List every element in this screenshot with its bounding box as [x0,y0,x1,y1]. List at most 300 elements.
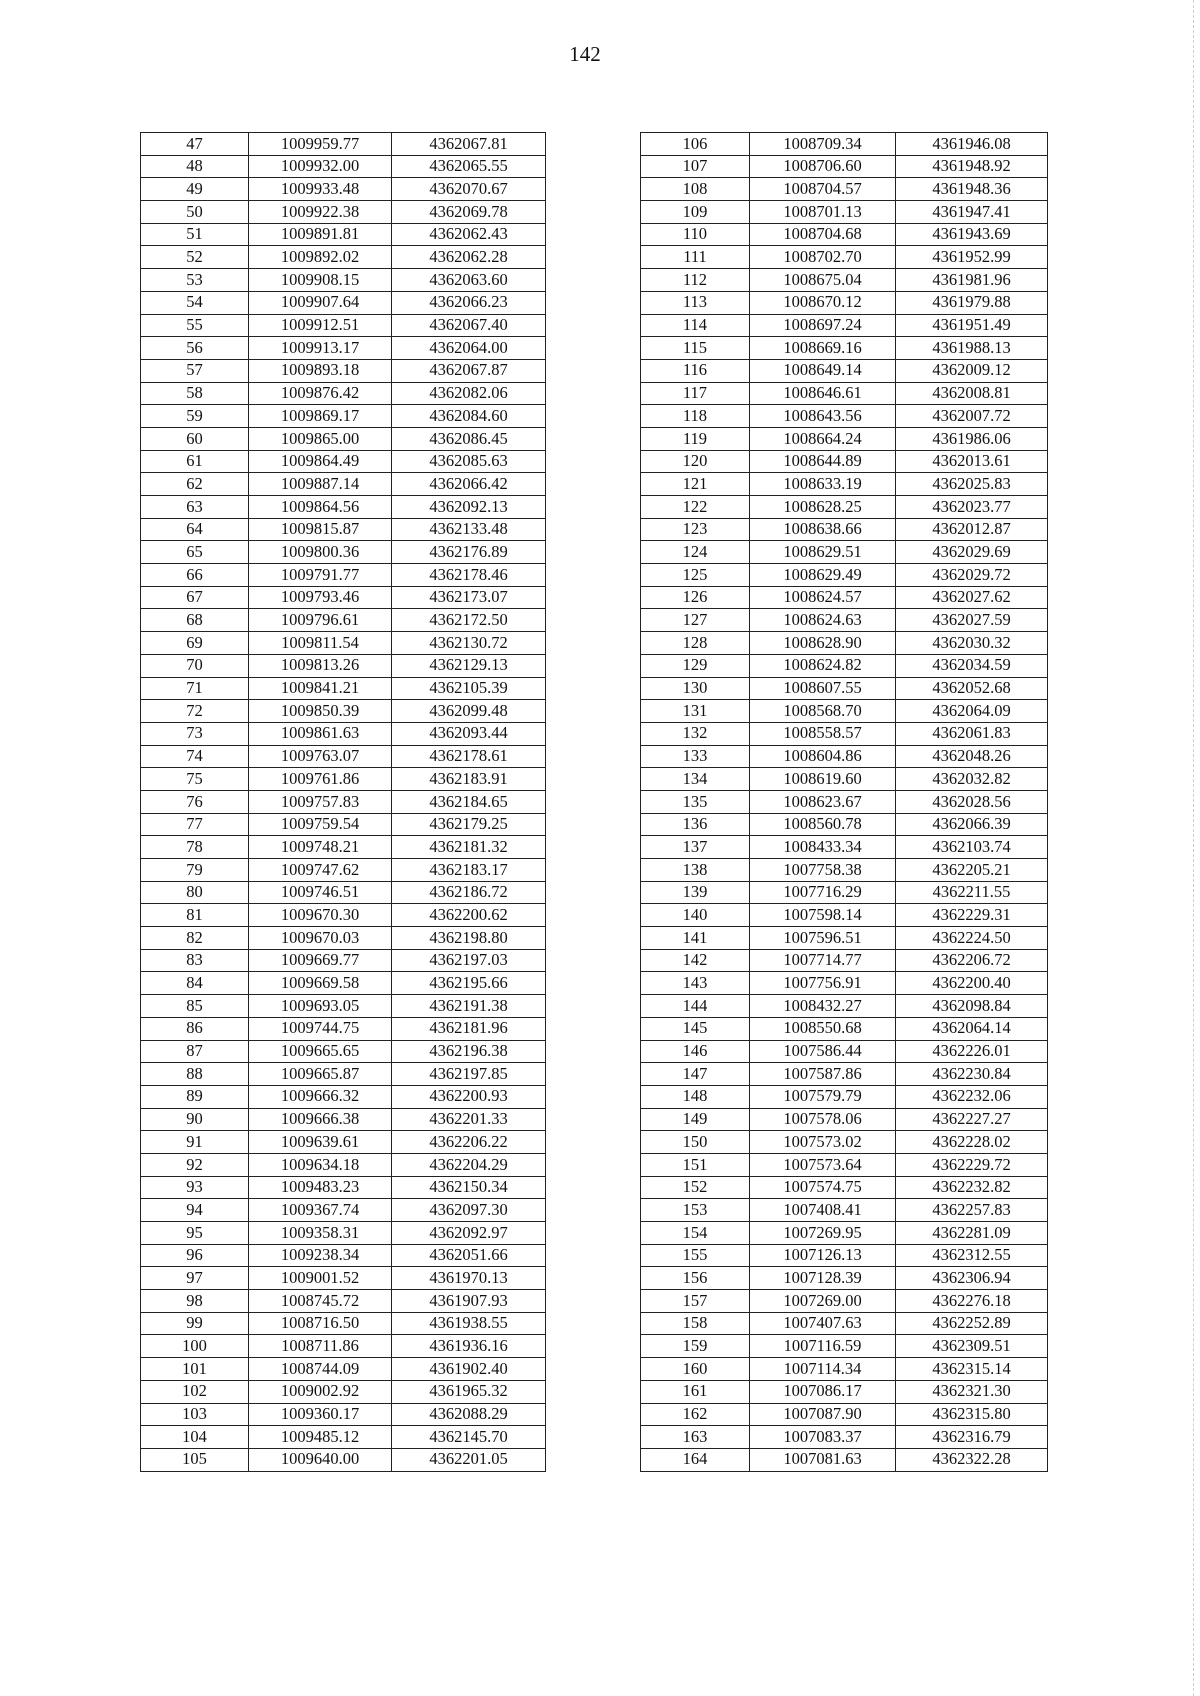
y-coordinate-cell: 4362232.82 [896,1176,1048,1199]
x-coordinate-cell: 1007407.63 [750,1312,896,1335]
point-number-cell: 47 [141,133,249,156]
y-coordinate-cell: 4362082.06 [392,382,546,405]
point-number-cell: 91 [141,1131,249,1154]
y-coordinate-cell: 4362008.81 [896,382,1048,405]
x-coordinate-cell: 1008624.63 [750,609,896,632]
x-coordinate-cell: 1009358.31 [249,1222,392,1245]
point-number-cell: 163 [641,1426,750,1449]
y-coordinate-cell: 4362048.26 [896,745,1048,768]
y-coordinate-cell: 4362029.72 [896,564,1048,587]
table-row [141,745,546,768]
point-number-cell: 139 [641,881,750,904]
table-row [141,291,546,314]
x-coordinate-cell: 1009693.05 [249,995,392,1018]
x-coordinate-cell: 1008568.70 [750,700,896,723]
y-coordinate-cell: 4361988.13 [896,337,1048,360]
y-coordinate-cell: 4361936.16 [392,1335,546,1358]
table-row [141,1403,546,1426]
x-coordinate-cell: 1009887.14 [249,473,392,496]
table-row [141,564,546,587]
point-number-cell: 124 [641,541,750,564]
point-number-cell: 55 [141,314,249,337]
point-number-cell: 159 [641,1335,750,1358]
x-coordinate-cell: 1009813.26 [249,654,392,677]
y-coordinate-cell: 4362178.46 [392,564,546,587]
point-number-cell: 145 [641,1017,750,1040]
y-coordinate-cell: 4362064.14 [896,1017,1048,1040]
point-number-cell: 103 [141,1403,249,1426]
x-coordinate-cell: 1009640.00 [249,1448,392,1471]
x-coordinate-cell: 1007596.51 [750,927,896,950]
x-coordinate-cell: 1007756.91 [750,972,896,995]
table-row [141,1176,546,1199]
point-number-cell: 75 [141,768,249,791]
table-row [641,314,1048,337]
x-coordinate-cell: 1009800.36 [249,541,392,564]
point-number-cell: 143 [641,972,750,995]
x-coordinate-cell: 1009238.34 [249,1244,392,1267]
x-coordinate-cell: 1007573.02 [750,1131,896,1154]
point-number-cell: 51 [141,223,249,246]
x-coordinate-cell: 1009893.18 [249,359,392,382]
point-number-cell: 155 [641,1244,750,1267]
y-coordinate-cell: 4361948.36 [896,178,1048,201]
table-row [141,518,546,541]
x-coordinate-cell: 1007081.63 [750,1448,896,1471]
y-coordinate-cell: 4362252.89 [896,1312,1048,1335]
table-body [641,133,1048,1472]
table-row [141,609,546,632]
table-row [641,427,1048,450]
y-coordinate-cell: 4362066.39 [896,813,1048,836]
y-coordinate-cell: 4362065.55 [392,155,546,178]
point-number-cell: 157 [641,1290,750,1313]
table-row [641,518,1048,541]
x-coordinate-cell: 1007587.86 [750,1063,896,1086]
table-row [641,836,1048,859]
table-row [141,314,546,337]
table-row [141,1335,546,1358]
x-coordinate-cell: 1008628.25 [750,496,896,519]
table-row [641,1426,1048,1449]
point-number-cell: 115 [641,337,750,360]
point-number-cell: 95 [141,1222,249,1245]
point-number-cell: 114 [641,314,750,337]
table-row [141,836,546,859]
table-row [641,450,1048,473]
x-coordinate-cell: 1007579.79 [750,1085,896,1108]
table-row [141,790,546,813]
y-coordinate-cell: 4362067.87 [392,359,546,382]
x-coordinate-cell: 1009669.58 [249,972,392,995]
point-number-cell: 69 [141,632,249,655]
point-number-cell: 148 [641,1085,750,1108]
y-coordinate-cell: 4362061.83 [896,722,1048,745]
x-coordinate-cell: 1009757.83 [249,790,392,813]
x-coordinate-cell: 1007574.75 [750,1176,896,1199]
y-coordinate-cell: 4362179.25 [392,813,546,836]
point-number-cell: 72 [141,700,249,723]
x-coordinate-cell: 1009908.15 [249,269,392,292]
x-coordinate-cell: 1008697.24 [750,314,896,337]
x-coordinate-cell: 1009850.39 [249,700,392,723]
point-number-cell: 53 [141,269,249,292]
table-row [641,155,1048,178]
y-coordinate-cell: 4362009.12 [896,359,1048,382]
y-coordinate-cell: 4361981.96 [896,269,1048,292]
table-row [641,496,1048,519]
table-row [641,223,1048,246]
point-number-cell: 50 [141,201,249,224]
point-number-cell: 54 [141,291,249,314]
y-coordinate-cell: 4362007.72 [896,405,1048,428]
x-coordinate-cell: 1007758.38 [750,859,896,882]
point-number-cell: 164 [641,1448,750,1471]
y-coordinate-cell: 4362276.18 [896,1290,1048,1313]
table-row [641,1176,1048,1199]
x-coordinate-cell: 1009670.30 [249,904,392,927]
table-row [141,155,546,178]
point-number-cell: 83 [141,949,249,972]
table-row [641,1335,1048,1358]
table-row [641,1040,1048,1063]
y-coordinate-cell: 4362195.66 [392,972,546,995]
point-number-cell: 106 [641,133,750,156]
point-number-cell: 74 [141,745,249,768]
table-row [641,700,1048,723]
table-row [141,1290,546,1313]
point-number-cell: 138 [641,859,750,882]
coordinates-table-right [640,132,1048,1472]
y-coordinate-cell: 4362069.78 [392,201,546,224]
x-coordinate-cell: 1007586.44 [750,1040,896,1063]
point-number-cell: 77 [141,813,249,836]
y-coordinate-cell: 4362028.56 [896,790,1048,813]
point-number-cell: 121 [641,473,750,496]
x-coordinate-cell: 1009864.56 [249,496,392,519]
y-coordinate-cell: 4362196.38 [392,1040,546,1063]
table-row [641,178,1048,201]
x-coordinate-cell: 1009666.32 [249,1085,392,1108]
x-coordinate-cell: 1008649.14 [750,359,896,382]
table-row [641,269,1048,292]
x-coordinate-cell: 1008664.24 [750,427,896,450]
y-coordinate-cell: 4361943.69 [896,223,1048,246]
y-coordinate-cell: 4362224.50 [896,927,1048,950]
point-number-cell: 52 [141,246,249,269]
table-body [141,133,546,1472]
x-coordinate-cell: 1008560.78 [750,813,896,836]
table-row [641,337,1048,360]
x-coordinate-cell: 1008716.50 [249,1312,392,1335]
y-coordinate-cell: 4362067.40 [392,314,546,337]
y-coordinate-cell: 4362178.61 [392,745,546,768]
point-number-cell: 65 [141,541,249,564]
point-number-cell: 49 [141,178,249,201]
point-number-cell: 98 [141,1290,249,1313]
x-coordinate-cell: 1009001.52 [249,1267,392,1290]
point-number-cell: 87 [141,1040,249,1063]
x-coordinate-cell: 1009922.38 [249,201,392,224]
point-number-cell: 126 [641,586,750,609]
y-coordinate-cell: 4362105.39 [392,677,546,700]
table-row [141,1108,546,1131]
point-number-cell: 81 [141,904,249,927]
y-coordinate-cell: 4362032.82 [896,768,1048,791]
table-row [641,473,1048,496]
y-coordinate-cell: 4362052.68 [896,677,1048,700]
table-row [641,133,1048,156]
y-coordinate-cell: 4362070.67 [392,178,546,201]
x-coordinate-cell: 1009869.17 [249,405,392,428]
table-row [641,405,1048,428]
y-coordinate-cell: 4362200.93 [392,1085,546,1108]
y-coordinate-cell: 4362227.27 [896,1108,1048,1131]
table-row [641,1017,1048,1040]
table-row [641,790,1048,813]
x-coordinate-cell: 1007114.34 [750,1358,896,1381]
y-coordinate-cell: 4362211.55 [896,881,1048,904]
y-coordinate-cell: 4362092.13 [392,496,546,519]
x-coordinate-cell: 1008629.49 [750,564,896,587]
y-coordinate-cell: 4362103.74 [896,836,1048,859]
x-coordinate-cell: 1008744.09 [249,1358,392,1381]
table-row [141,1040,546,1063]
point-number-cell: 64 [141,518,249,541]
table-row [141,904,546,927]
x-coordinate-cell: 1009483.23 [249,1176,392,1199]
coordinates-table-left [140,132,546,1472]
table-row [141,178,546,201]
x-coordinate-cell: 1008709.34 [750,133,896,156]
y-coordinate-cell: 4362201.05 [392,1448,546,1471]
x-coordinate-cell: 1007269.00 [750,1290,896,1313]
y-coordinate-cell: 4362062.28 [392,246,546,269]
x-coordinate-cell: 1008607.55 [750,677,896,700]
y-coordinate-cell: 4361946.08 [896,133,1048,156]
y-coordinate-cell: 4361948.92 [896,155,1048,178]
x-coordinate-cell: 1009933.48 [249,178,392,201]
y-coordinate-cell: 4362063.60 [392,269,546,292]
x-coordinate-cell: 1007126.13 [750,1244,896,1267]
y-coordinate-cell: 4362129.13 [392,654,546,677]
y-coordinate-cell: 4362027.59 [896,609,1048,632]
y-coordinate-cell: 4362133.48 [392,518,546,541]
table-row [141,1085,546,1108]
table-row [641,1222,1048,1245]
y-coordinate-cell: 4362198.80 [392,927,546,950]
x-coordinate-cell: 1008550.68 [750,1017,896,1040]
y-coordinate-cell: 4362312.55 [896,1244,1048,1267]
point-number-cell: 76 [141,790,249,813]
point-number-cell: 92 [141,1153,249,1176]
table-row [141,949,546,972]
table-row [141,927,546,950]
x-coordinate-cell: 1008604.86 [750,745,896,768]
y-coordinate-cell: 4362034.59 [896,654,1048,677]
x-coordinate-cell: 1008646.61 [750,382,896,405]
point-number-cell: 104 [141,1426,249,1449]
x-coordinate-cell: 1008628.90 [750,632,896,655]
table-row [141,1267,546,1290]
y-coordinate-cell: 4362085.63 [392,450,546,473]
y-coordinate-cell: 4361938.55 [392,1312,546,1335]
y-coordinate-cell: 4362183.17 [392,859,546,882]
point-number-cell: 146 [641,1040,750,1063]
table-row [141,1312,546,1335]
y-coordinate-cell: 4362257.83 [896,1199,1048,1222]
y-coordinate-cell: 4362092.97 [392,1222,546,1245]
table-row [141,133,546,156]
y-coordinate-cell: 4362172.50 [392,609,546,632]
x-coordinate-cell: 1009865.00 [249,427,392,450]
x-coordinate-cell: 1009876.42 [249,382,392,405]
table-row [141,995,546,1018]
y-coordinate-cell: 4362197.85 [392,1063,546,1086]
x-coordinate-cell: 1007269.95 [750,1222,896,1245]
x-coordinate-cell: 1008706.60 [750,155,896,178]
table-row [641,927,1048,950]
point-number-cell: 61 [141,450,249,473]
x-coordinate-cell: 1008638.66 [750,518,896,541]
table-row [141,768,546,791]
point-number-cell: 122 [641,496,750,519]
point-number-cell: 59 [141,405,249,428]
point-number-cell: 102 [141,1380,249,1403]
table-row [641,586,1048,609]
y-coordinate-cell: 4362281.09 [896,1222,1048,1245]
y-coordinate-cell: 4362176.89 [392,541,546,564]
point-number-cell: 152 [641,1176,750,1199]
point-number-cell: 137 [641,836,750,859]
point-number-cell: 96 [141,1244,249,1267]
point-number-cell: 135 [641,790,750,813]
x-coordinate-cell: 1007086.17 [750,1380,896,1403]
y-coordinate-cell: 4362205.21 [896,859,1048,882]
x-coordinate-cell: 1009763.07 [249,745,392,768]
table-row [141,1153,546,1176]
y-coordinate-cell: 4361952.99 [896,246,1048,269]
y-coordinate-cell: 4362025.83 [896,473,1048,496]
table-row [141,654,546,677]
y-coordinate-cell: 4362093.44 [392,722,546,745]
table-row [141,1063,546,1086]
table-row [141,859,546,882]
table-row [641,949,1048,972]
table-row [641,632,1048,655]
point-number-cell: 82 [141,927,249,950]
point-number-cell: 127 [641,609,750,632]
y-coordinate-cell: 4362086.45 [392,427,546,450]
table-row [641,382,1048,405]
table-row [141,541,546,564]
table-row [141,1380,546,1403]
table-row [141,972,546,995]
y-coordinate-cell: 4362027.62 [896,586,1048,609]
point-number-cell: 154 [641,1222,750,1245]
y-coordinate-cell: 4362150.34 [392,1176,546,1199]
y-coordinate-cell: 4362130.72 [392,632,546,655]
table-row [141,1199,546,1222]
point-number-cell: 107 [641,155,750,178]
y-coordinate-cell: 4362309.51 [896,1335,1048,1358]
point-number-cell: 142 [641,949,750,972]
table-row [641,564,1048,587]
x-coordinate-cell: 1009666.38 [249,1108,392,1131]
table-row [141,632,546,655]
table-row [641,904,1048,927]
point-number-cell: 141 [641,927,750,950]
y-coordinate-cell: 4362316.79 [896,1426,1048,1449]
x-coordinate-cell: 1007714.77 [750,949,896,972]
x-coordinate-cell: 1008619.60 [750,768,896,791]
point-number-cell: 149 [641,1108,750,1131]
y-coordinate-cell: 4362084.60 [392,405,546,428]
x-coordinate-cell: 1008432.27 [750,995,896,1018]
table-row [641,1403,1048,1426]
y-coordinate-cell: 4362064.09 [896,700,1048,723]
table-row [641,1244,1048,1267]
y-coordinate-cell: 4362229.72 [896,1153,1048,1176]
x-coordinate-cell: 1008624.82 [750,654,896,677]
page-number: 142 [569,42,601,66]
point-number-cell: 140 [641,904,750,927]
point-number-cell: 66 [141,564,249,587]
x-coordinate-cell: 1009744.75 [249,1017,392,1040]
point-number-cell: 123 [641,518,750,541]
y-coordinate-cell: 4362062.43 [392,223,546,246]
point-number-cell: 86 [141,1017,249,1040]
table-row [141,405,546,428]
table-row [641,654,1048,677]
table-row [641,201,1048,224]
x-coordinate-cell: 1009811.54 [249,632,392,655]
point-number-cell: 125 [641,564,750,587]
x-coordinate-cell: 1007598.14 [750,904,896,927]
x-coordinate-cell: 1009485.12 [249,1426,392,1449]
y-coordinate-cell: 4362315.14 [896,1358,1048,1381]
y-coordinate-cell: 4361907.93 [392,1290,546,1313]
point-number-cell: 161 [641,1380,750,1403]
point-number-cell: 150 [641,1131,750,1154]
table-row [141,677,546,700]
x-coordinate-cell: 1009367.74 [249,1199,392,1222]
table-row [641,1312,1048,1335]
point-number-cell: 79 [141,859,249,882]
y-coordinate-cell: 4362191.38 [392,995,546,1018]
x-coordinate-cell: 1009748.21 [249,836,392,859]
x-coordinate-cell: 1008624.57 [750,586,896,609]
x-coordinate-cell: 1009634.18 [249,1153,392,1176]
y-coordinate-cell: 4362029.69 [896,541,1048,564]
y-coordinate-cell: 4362066.42 [392,473,546,496]
x-coordinate-cell: 1008701.13 [750,201,896,224]
point-number-cell: 116 [641,359,750,382]
x-coordinate-cell: 1008629.51 [750,541,896,564]
y-coordinate-cell: 4362206.22 [392,1131,546,1154]
x-coordinate-cell: 1008558.57 [750,722,896,745]
table-row [641,246,1048,269]
table-row [141,473,546,496]
table-row [141,496,546,519]
y-coordinate-cell: 4362064.00 [392,337,546,360]
x-coordinate-cell: 1009907.64 [249,291,392,314]
point-number-cell: 151 [641,1153,750,1176]
x-coordinate-cell: 1009746.51 [249,881,392,904]
y-coordinate-cell: 4362229.31 [896,904,1048,927]
point-number-cell: 128 [641,632,750,655]
y-coordinate-cell: 4362088.29 [392,1403,546,1426]
